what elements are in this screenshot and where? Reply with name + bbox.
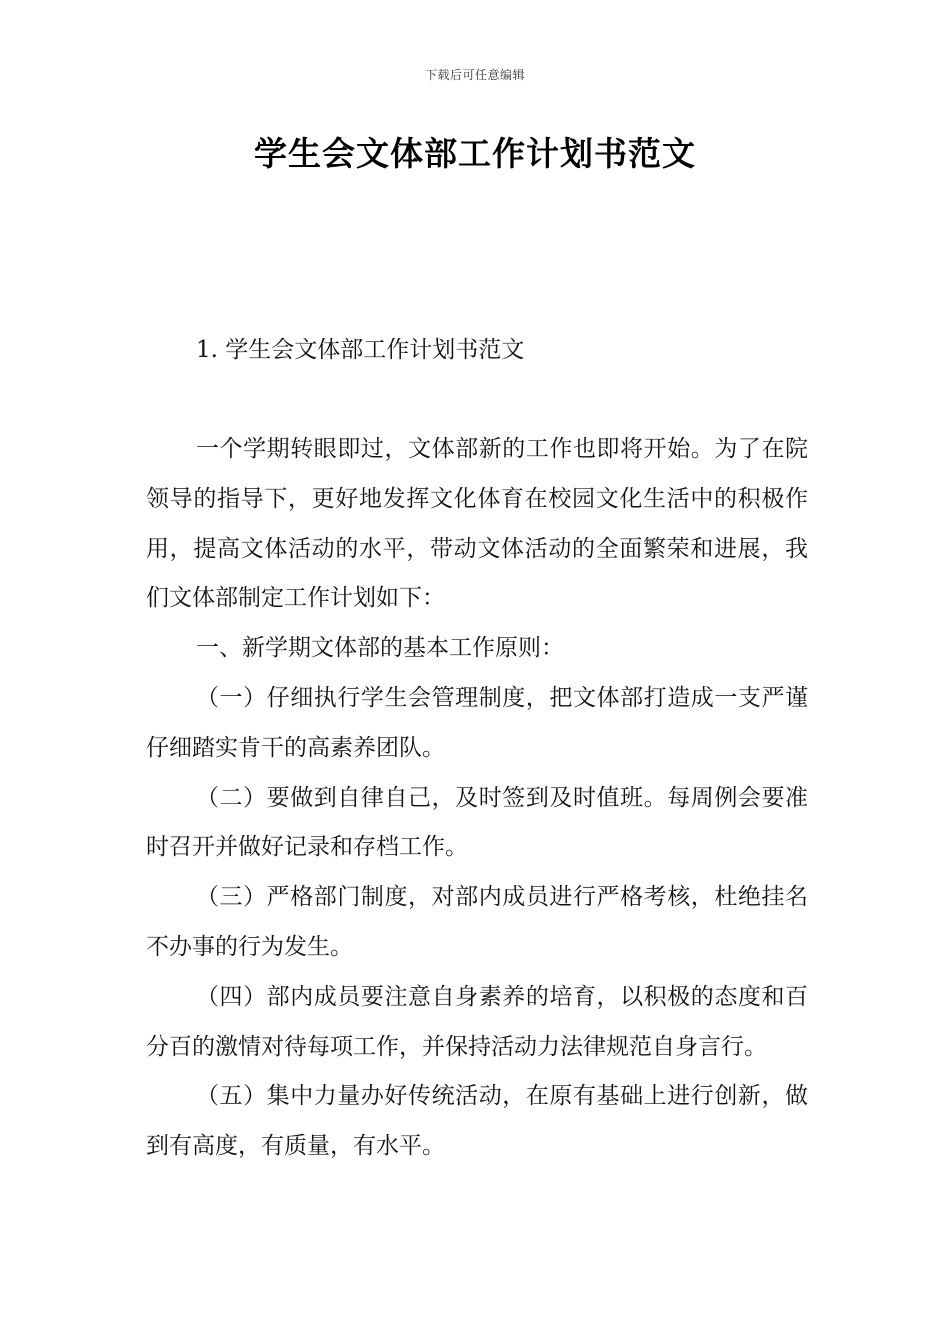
paragraph: （二）要做到自律自己，及时签到及时值班。每周例会要准时召开并做好记录和存档工作。 xyxy=(146,784,808,861)
paragraph: （三）严格部门制度，对部内成员进行严格考核，杜绝挂名不办事的行为发生。 xyxy=(146,884,808,960)
paragraph: （四）部内成员要注意自身素养的培育，以积极的态度和百分百的激情对待每项工作，并保持活动力法律规范自身言行。 xyxy=(146,983,808,1060)
paragraph: 一、新学期文体部的基本工作原则： xyxy=(196,635,564,662)
paragraph: 一个学期转眼即过，文体部新的工作也即将开始。为了在院领导的指导下，更好地发挥文化体育在校园文化生活中的积极作用，提高文体活动的水平，带动文体活动的全面繁荣和进展，我们文体部制定工作计划如下： xyxy=(146,436,808,612)
header-note: 下载后可任意编辑 xyxy=(424,68,525,82)
document-title: 学生会文体部工作计划书范文 xyxy=(254,134,696,173)
paragraph: （五）集中力量办好传统活动，在原有基础上进行创新，做到有高度，有质量，有水平。 xyxy=(146,1083,808,1160)
paragraph: （一）仔细执行学生会管理制度，把文体部打造成一支严谨仔细踏实肯干的高素养团队。 xyxy=(146,684,808,761)
section-heading: 1. 学生会文体部工作计划书范文 xyxy=(196,337,525,363)
document-body xyxy=(146,425,808,1172)
